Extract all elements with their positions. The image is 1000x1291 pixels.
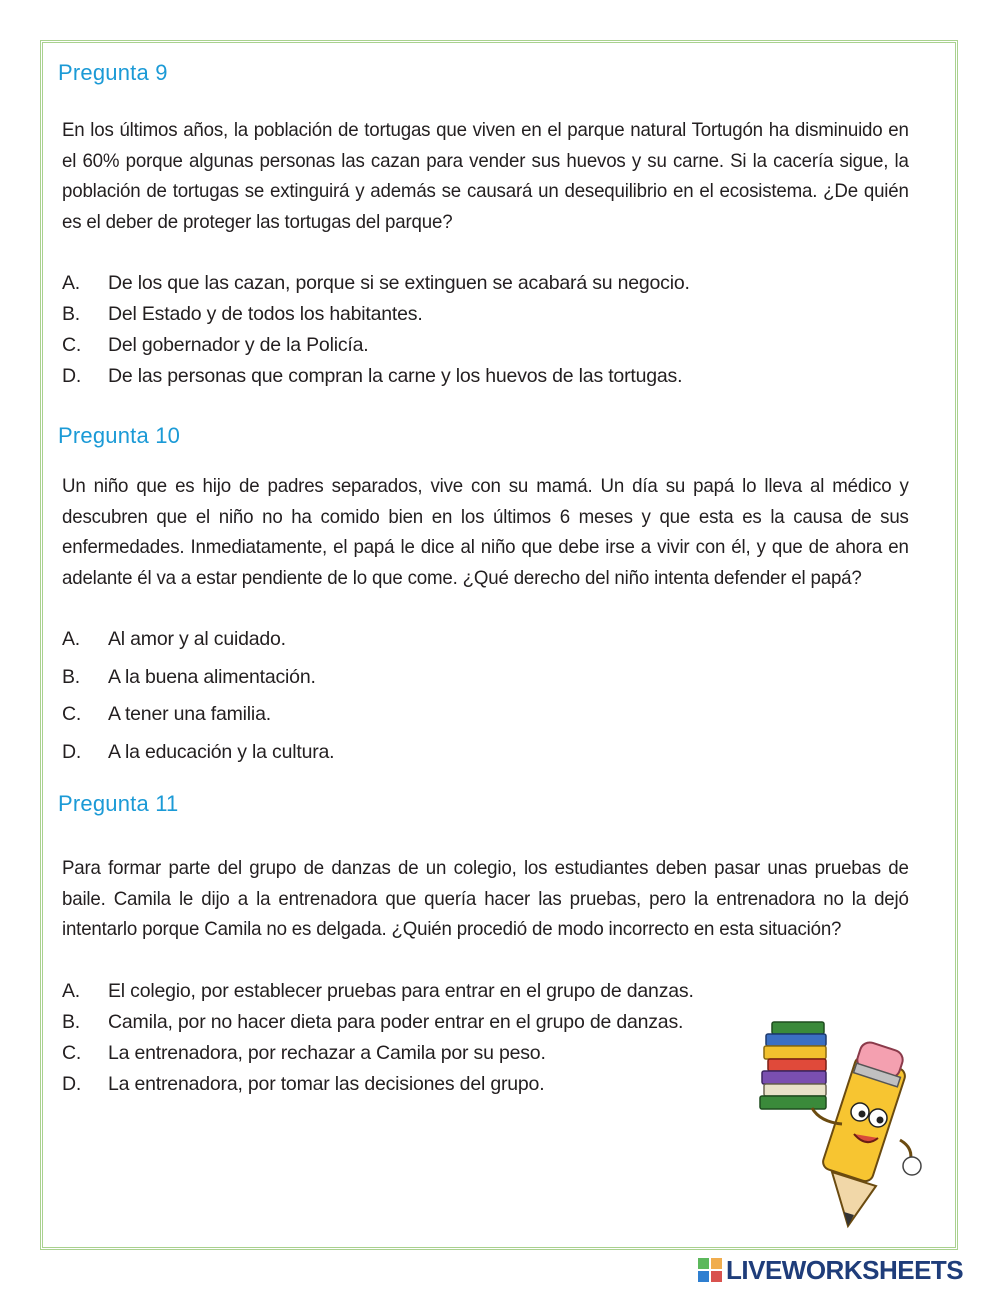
question-11-title: Pregunta 11: [58, 791, 179, 816]
option-b[interactable]: B. Camila, por no hacer dieta para poder entrar en el grupo de danzas.: [62, 1011, 684, 1033]
option-a[interactable]: A. Al amor y al cuidado.: [62, 628, 286, 650]
question-10-text: Un niño que es hijo de padres separados, vive con su mamá. Un día su papá lo lleva al médico y descubren que el niño no ha comido bien en los últimos 6 meses y que esta es la causa de sus enfermedades. Inmediatamente, el papá le dice al niño que debe irse a vivir con él, y que de ahora en adelante él va a estar pendiente de lo que come. ¿Qué derecho del niño intenta defender el papá?: [62, 475, 909, 589]
option-b[interactable]: B. A la buena alimentación.: [62, 665, 316, 688]
books-stack-icon: [760, 1022, 826, 1109]
option-c[interactable]: C. La entrenadora, por rechazar a Camila por su peso.: [62, 1042, 546, 1064]
question-9-text: En los últimos años, la población de tortugas que viven en el parque natural Tortugón ha disminuido en el 60% porque algunas personas las cazan para vender sus huevos y su carne. Si la cacería sigue, la población de tortugas se extinguirá y además se causará un desequilibrio en el ecosistema. ¿De quién es el deber de proteger las tortugas del parque?: [62, 119, 909, 233]
brand-text: LIVEWORKSHEETS: [726, 1254, 964, 1285]
option-d[interactable]: D. La entrenadora, por tomar las decisiones del grupo.: [62, 1073, 545, 1095]
option-a[interactable]: A. De los que las cazan, porque si se extinguen se acabará su negocio.: [62, 272, 690, 294]
option-d[interactable]: D. A la educación y la cultura.: [62, 740, 335, 763]
option-c[interactable]: C. A tener una familia.: [62, 703, 271, 725]
question-11-text: Para formar parte del grupo de danzas de un colegio, los estudiantes deben pasar unas pruebas de baile. Camila le dijo a la entrenadora que quería hacer las pruebas, pero la entrenadora no la dejó intentarlo porque Camila no es delgada. ¿Quién procedió de modo incorrecto en esta situación?: [62, 857, 909, 940]
option-a[interactable]: A. El colegio, por establecer pruebas para entrar en el grupo de danzas.: [62, 980, 694, 1002]
question-9-title: Pregunta 9: [58, 60, 168, 85]
option-b[interactable]: B. Del Estado y de todos los habitantes.: [62, 303, 423, 325]
question-10-title: Pregunta 10: [58, 423, 181, 448]
pencil-books-illustration: [750, 1012, 940, 1242]
liveworksheets-brand[interactable]: [698, 1254, 963, 1286]
option-d[interactable]: D. De las personas que compran la carne y los huevos de las tortugas.: [62, 365, 683, 387]
question-11-options: [62, 980, 822, 1104]
liveworksheets-logo-icon: [698, 1258, 722, 1282]
option-c[interactable]: C. Del gobernador y de la Policía.: [62, 334, 369, 356]
pencil-icon: [812, 1040, 921, 1226]
question-10-options: [62, 628, 822, 778]
question-9-options: [62, 272, 822, 396]
